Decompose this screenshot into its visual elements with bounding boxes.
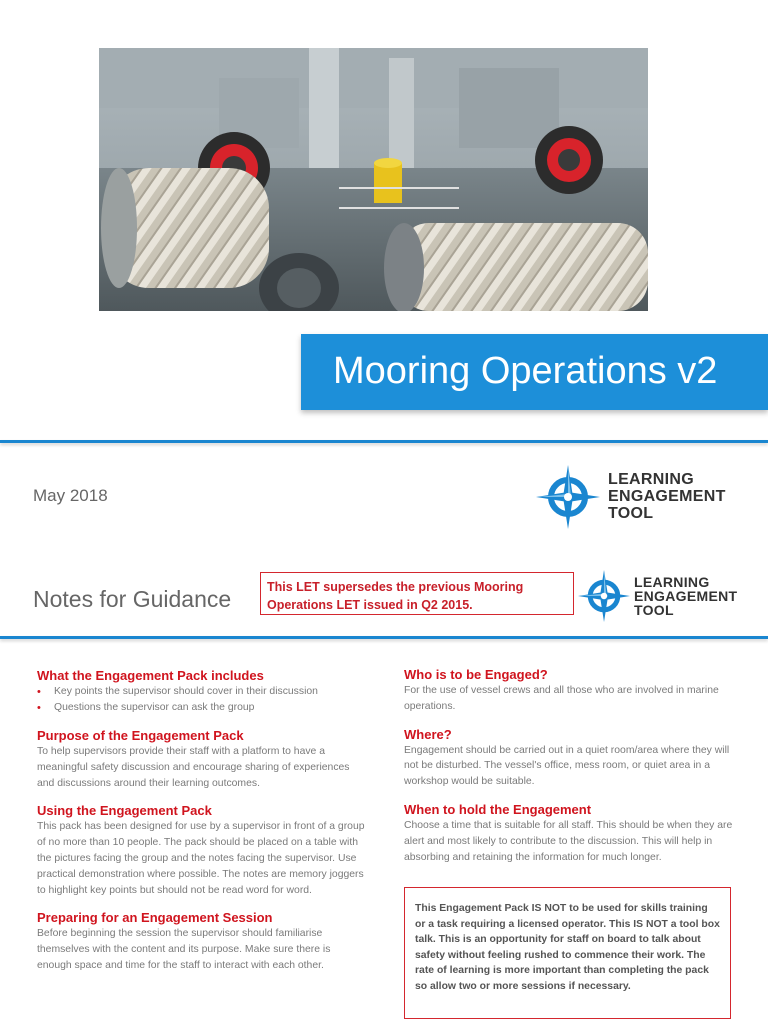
supersede-notice: This LET supersedes the previous Mooring Operations LET issued in Q2 2015.	[260, 572, 574, 615]
logo-text-line2: ENGAGEMENT	[608, 488, 726, 505]
section-heading: Preparing for an Engagement Session	[37, 910, 273, 926]
section-using	[37, 803, 367, 898]
learning-engagement-tool-logo	[536, 465, 756, 527]
section-heading: Who is to be Engaged?	[404, 667, 548, 682]
document-title: Mooring Operations v2	[333, 350, 718, 392]
section-who	[404, 667, 734, 715]
compass-rose-icon	[578, 570, 630, 622]
section-heading: Where?	[404, 726, 452, 742]
bullet-icon: •	[37, 686, 41, 698]
divider	[0, 440, 768, 443]
right-column	[404, 667, 734, 865]
section-heading: When to hold the Engagement	[404, 801, 592, 817]
logo-text-line1: LEARNING	[608, 471, 694, 488]
section-preparing	[37, 910, 367, 973]
logo-text-line3: TOOL	[608, 505, 654, 522]
hero-image	[99, 48, 648, 311]
section-body: For the use of vessel crews and all those who are involved in marine operations.	[404, 685, 719, 712]
section-pack-includes	[37, 668, 367, 716]
section-heading: What the Engagement Pack includes	[37, 668, 264, 683]
learning-engagement-tool-logo-small	[578, 570, 758, 620]
bullet-list	[37, 684, 367, 716]
title-banner	[301, 334, 768, 410]
bullet-icon: •	[37, 702, 41, 714]
logo-text-line2: ENGAGEMENT	[634, 588, 738, 604]
list-item: • Questions the supervisor can ask the group	[37, 702, 255, 714]
section-body: To help supervisors provide their staff with a platform to have a meaningful safety discussion and encourage sharing of experiences and discussions around their learning outcomes.	[37, 746, 350, 789]
logo-text-line1: LEARNING	[634, 574, 710, 590]
section-when	[404, 802, 734, 865]
section-heading: Purpose of the Engagement Pack	[37, 728, 244, 743]
section-body: Before beginning the session the supervisor should familiarise themselves with the content and its purpose. Make sure there is enough space and time for the staff to interact with each other.	[37, 928, 331, 971]
compass-rose-icon	[536, 465, 600, 529]
section-body: This pack has been designed for use by a supervisor in front of a group of no more than 10 people. The pack should be placed on a table with the pictures facing the group and the notes facing the supervisor. Use practical demonstration where possible. The notes are memory joggers to highlight key points but should not be read word for word.	[37, 821, 365, 896]
section-body: Engagement should be carried out in a quiet room/area where they will not be disturbed. The vessel's office, mess room, or quiet area in a workshop would be suitable.	[404, 744, 730, 788]
section-purpose	[37, 728, 367, 791]
section-where	[404, 727, 734, 790]
document-date: May 2018	[33, 486, 108, 505]
section-heading: Using the Engagement Pack	[37, 803, 212, 819]
warning-box: This Engagement Pack IS NOT to be used for skills training or a task requiring a licensed operator. This IS NOT a tool box talk. This is an opportunity for staff on board to talk about safety without feeling rushed to commence their work. The rate of learning is more important than completing the pack so allow two or more sessions if necessary.	[404, 887, 731, 1019]
list-item: • Key points the supervisor should cover in their discussion	[37, 686, 318, 698]
divider	[0, 636, 768, 639]
section-heading: Notes for Guidance	[33, 586, 232, 612]
logo-text-line3: TOOL	[634, 602, 674, 618]
left-column	[37, 668, 367, 974]
section-body: Choose a time that is suitable for all staff. This should be when they are alert and most likely to contribute to the discussion. This will help in absorbing and retaining the information for much longer.	[404, 819, 733, 863]
